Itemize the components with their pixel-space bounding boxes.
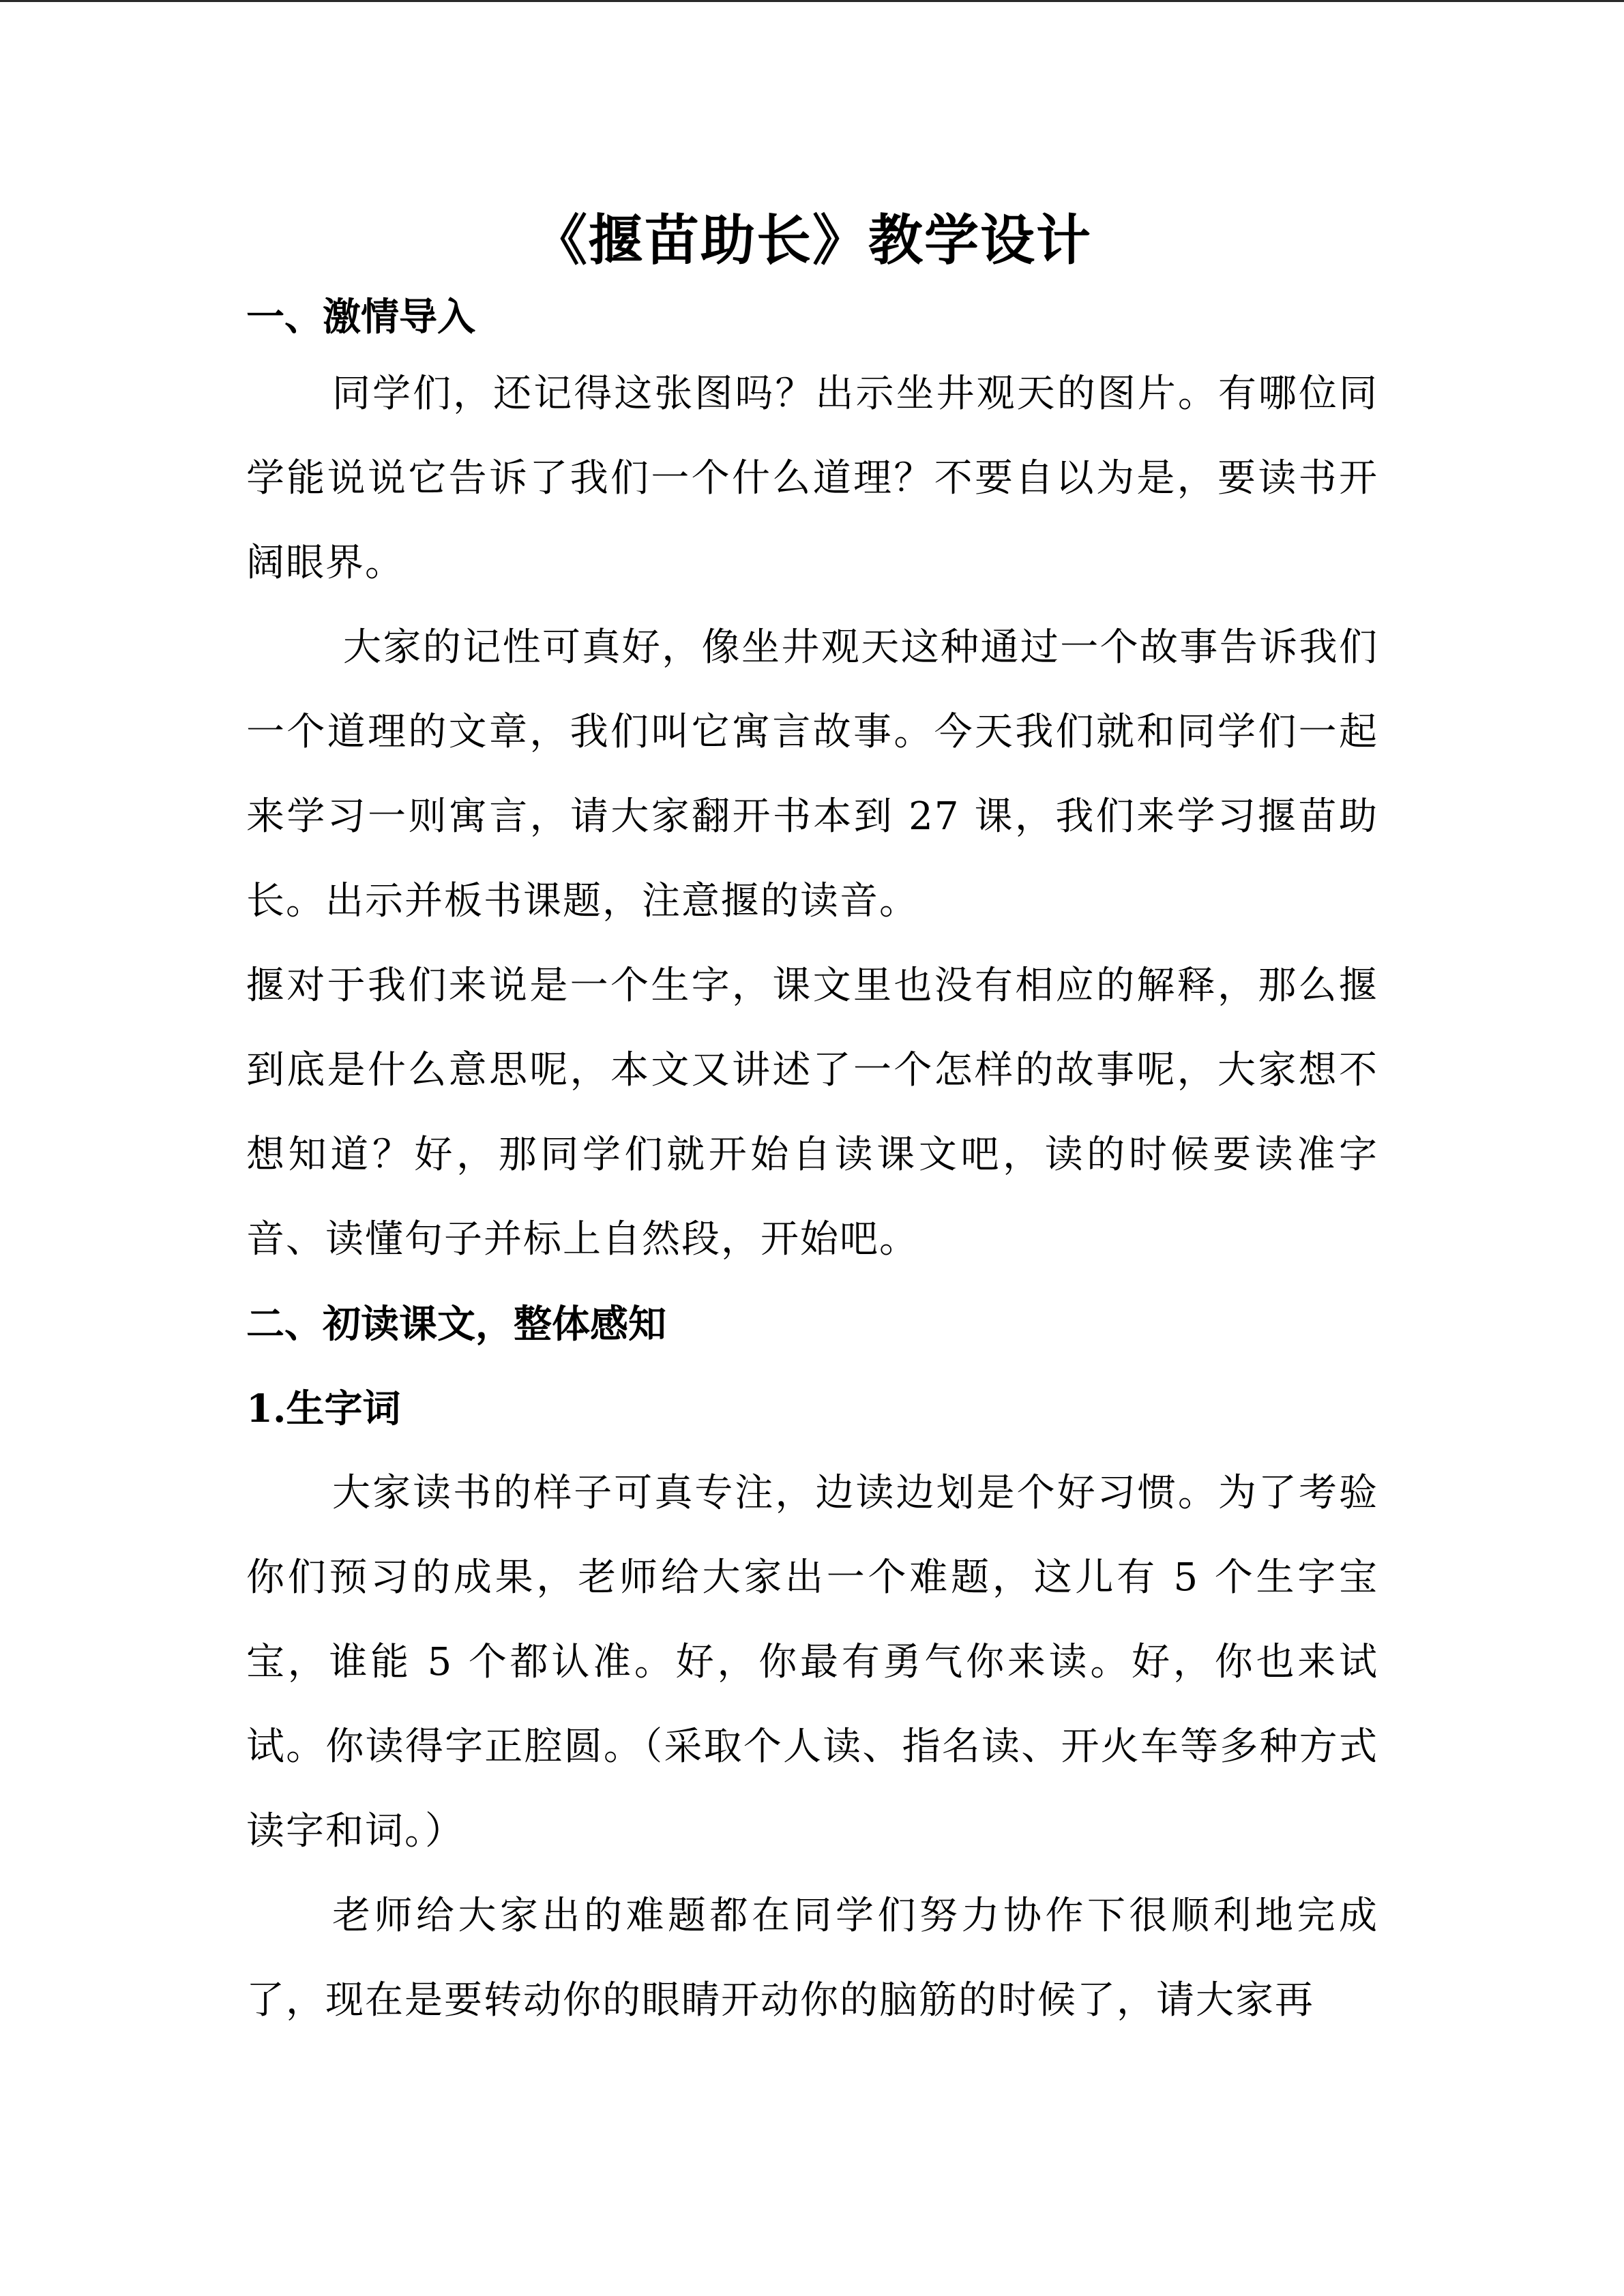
paragraph-intro-2: 大家的记性可真好，像坐井观天这种通过一个故事告诉我们一个道理的文章，我们叫它寓言故事。今天我们就和同学们一起来学习一则寓言，请大家翻开书本到 27 课，我们来学习揠苗助长。出示并板书课题，注意揠的读音。 <box>246 625 1378 923</box>
paragraph-intro-1: 同学们，还记得这张图吗？出示坐井观天的图片。有哪位同学能说说它告诉了我们一个什么道理？不要自以为是，要读书开阔眼界。 <box>246 372 1378 585</box>
subheading-new-words: 1.生字词 <box>246 1386 401 1431</box>
document-page <box>246 198 1378 2043</box>
document-title: 《揠苗助长》教学设计 <box>533 208 1092 272</box>
paragraph-new-words-1: 大家读书的样子可真专注，边读边划是个好习惯。为了考验你们预习的成果，老师给大家出一个难题，这儿有 5 个生字宝宝，谁能 5 个都认准。好，你最有勇气你来读。好，你也来试试。你读得字正腔圆。（采取个人读、指名读、开火车等多种方式读字和词。） <box>246 1471 1378 1853</box>
paragraph-new-words-2: 老师给大家出的难题都在同学们努力协作下很顺利地完成了，现在是要转动你的眼睛开动你的脑筋的时候了，请大家再 <box>246 1894 1378 2023</box>
paragraph-intro-3: 揠对于我们来说是一个生字，课文里也没有相应的解释，那么揠到底是什么意思呢，本文又讲述了一个怎样的故事呢，大家想不想知道？好，那同学们就开始自读课文吧，读的时候要读准字音、读懂句子并标上自然段，开始吧。 <box>246 964 1378 1262</box>
section-heading-first-reading: 二、初读课文，整体感知 <box>246 1302 666 1347</box>
page-top-border <box>0 0 1624 2</box>
section-heading-intro: 一、激情导入 <box>246 295 475 340</box>
